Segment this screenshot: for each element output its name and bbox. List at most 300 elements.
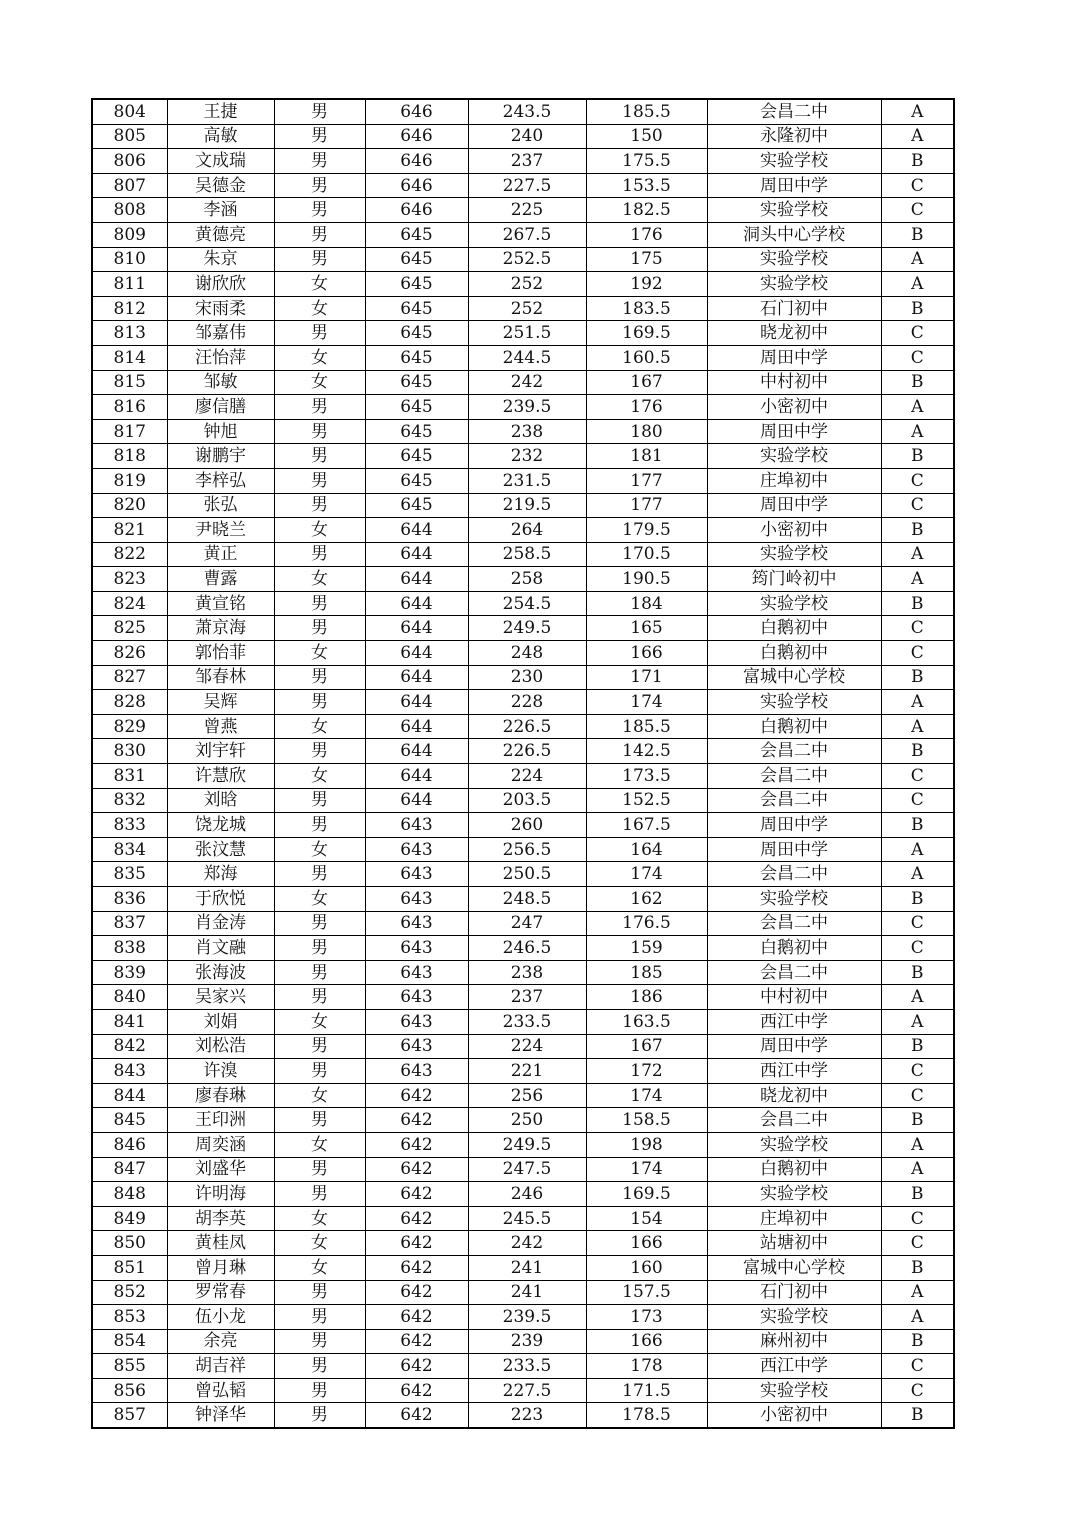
gender-cell: 男 <box>274 173 365 198</box>
school-cell: 西江中学 <box>707 1009 881 1034</box>
grade-cell: C <box>881 788 954 813</box>
score-a-cell: 226.5 <box>468 739 586 764</box>
school-cell: 周田中学 <box>707 345 881 370</box>
name-cell: 刘宇轩 <box>167 739 274 764</box>
gender-cell: 女 <box>274 641 365 666</box>
total-score-cell: 643 <box>365 911 468 936</box>
score-b-cell: 178.5 <box>586 1403 707 1428</box>
score-b-cell: 186 <box>586 985 707 1010</box>
school-cell: 周田中学 <box>707 173 881 198</box>
total-score-cell: 642 <box>365 1132 468 1157</box>
gender-cell: 男 <box>274 1280 365 1305</box>
grade-cell: C <box>881 641 954 666</box>
score-a-cell: 258.5 <box>468 542 586 567</box>
total-score-cell: 646 <box>365 149 468 174</box>
total-score-cell: 645 <box>365 370 468 395</box>
total-score-cell: 643 <box>365 813 468 838</box>
total-score-cell: 644 <box>365 542 468 567</box>
total-score-cell: 642 <box>365 1231 468 1256</box>
score-a-cell: 267.5 <box>468 222 586 247</box>
table-row <box>92 911 954 936</box>
rank-cell: 835 <box>92 862 167 887</box>
total-score-cell: 645 <box>365 493 468 518</box>
school-cell: 会昌二中 <box>707 764 881 789</box>
rank-cell: 844 <box>92 1083 167 1108</box>
score-b-cell: 179.5 <box>586 518 707 543</box>
table-row <box>92 99 954 124</box>
grade-cell: C <box>881 936 954 961</box>
table-row <box>92 985 954 1010</box>
score-a-cell: 224 <box>468 1034 586 1059</box>
score-a-cell: 232 <box>468 444 586 469</box>
total-score-cell: 644 <box>365 690 468 715</box>
grade-cell: C <box>881 1354 954 1379</box>
gender-cell: 女 <box>274 714 365 739</box>
table-row <box>92 296 954 321</box>
score-a-cell: 264 <box>468 518 586 543</box>
gender-cell: 男 <box>274 222 365 247</box>
grade-cell: C <box>881 173 954 198</box>
score-a-cell: 260 <box>468 813 586 838</box>
table-row <box>92 542 954 567</box>
score-b-cell: 153.5 <box>586 173 707 198</box>
rank-cell: 855 <box>92 1354 167 1379</box>
table-row <box>92 321 954 346</box>
table-row <box>92 690 954 715</box>
name-cell: 钟泽华 <box>167 1403 274 1428</box>
table-row <box>92 468 954 493</box>
gender-cell: 男 <box>274 493 365 518</box>
rank-cell: 821 <box>92 518 167 543</box>
total-score-cell: 644 <box>365 518 468 543</box>
total-score-cell: 643 <box>365 887 468 912</box>
school-cell: 站塘初中 <box>707 1231 881 1256</box>
grade-cell: B <box>881 296 954 321</box>
school-cell: 小密初中 <box>707 1403 881 1428</box>
total-score-cell: 645 <box>365 321 468 346</box>
school-cell: 会昌二中 <box>707 862 881 887</box>
score-a-cell: 228 <box>468 690 586 715</box>
gender-cell: 男 <box>274 690 365 715</box>
score-b-cell: 185.5 <box>586 99 707 124</box>
gender-cell: 男 <box>274 936 365 961</box>
rank-cell: 813 <box>92 321 167 346</box>
rank-cell: 829 <box>92 714 167 739</box>
total-score-cell: 644 <box>365 616 468 641</box>
total-score-cell: 644 <box>365 714 468 739</box>
name-cell: 谢欣欣 <box>167 272 274 297</box>
score-b-cell: 185.5 <box>586 714 707 739</box>
score-table <box>91 98 955 1429</box>
total-score-cell: 642 <box>365 1403 468 1428</box>
rank-cell: 857 <box>92 1403 167 1428</box>
rank-cell: 814 <box>92 345 167 370</box>
school-cell: 周田中学 <box>707 813 881 838</box>
gender-cell: 男 <box>274 739 365 764</box>
score-b-cell: 177 <box>586 468 707 493</box>
name-cell: 许慧欣 <box>167 764 274 789</box>
score-b-cell: 198 <box>586 1132 707 1157</box>
score-a-cell: 254.5 <box>468 591 586 616</box>
score-a-cell: 251.5 <box>468 321 586 346</box>
total-score-cell: 642 <box>365 1354 468 1379</box>
school-cell: 实验学校 <box>707 444 881 469</box>
score-b-cell: 150 <box>586 124 707 149</box>
grade-cell: C <box>881 1378 954 1403</box>
score-a-cell: 246.5 <box>468 936 586 961</box>
school-cell: 会昌二中 <box>707 911 881 936</box>
school-cell: 会昌二中 <box>707 960 881 985</box>
school-cell: 洞头中心学校 <box>707 222 881 247</box>
gender-cell: 男 <box>274 911 365 936</box>
score-b-cell: 185 <box>586 960 707 985</box>
name-cell: 胡李英 <box>167 1206 274 1231</box>
school-cell: 实验学校 <box>707 542 881 567</box>
total-score-cell: 645 <box>365 444 468 469</box>
score-a-cell: 242 <box>468 1231 586 1256</box>
table-row <box>92 198 954 223</box>
grade-cell: C <box>881 1059 954 1084</box>
name-cell: 王印洲 <box>167 1108 274 1133</box>
school-cell: 实验学校 <box>707 1132 881 1157</box>
name-cell: 廖春琳 <box>167 1083 274 1108</box>
score-a-cell: 247.5 <box>468 1157 586 1182</box>
score-a-cell: 226.5 <box>468 714 586 739</box>
grade-cell: A <box>881 99 954 124</box>
school-cell: 白鹅初中 <box>707 936 881 961</box>
school-cell: 实验学校 <box>707 1378 881 1403</box>
grade-cell: B <box>881 1403 954 1428</box>
grade-cell: C <box>881 616 954 641</box>
score-b-cell: 174 <box>586 862 707 887</box>
total-score-cell: 642 <box>365 1206 468 1231</box>
gender-cell: 男 <box>274 1182 365 1207</box>
total-score-cell: 645 <box>365 468 468 493</box>
grade-cell: B <box>881 1329 954 1354</box>
table-row <box>92 862 954 887</box>
score-b-cell: 192 <box>586 272 707 297</box>
table-row <box>92 1305 954 1330</box>
name-cell: 吴辉 <box>167 690 274 715</box>
gender-cell: 男 <box>274 591 365 616</box>
grade-cell: A <box>881 862 954 887</box>
grade-cell: C <box>881 1083 954 1108</box>
grade-cell: A <box>881 542 954 567</box>
score-b-cell: 184 <box>586 591 707 616</box>
rank-cell: 838 <box>92 936 167 961</box>
table-row <box>92 1255 954 1280</box>
grade-cell: B <box>881 149 954 174</box>
name-cell: 黄桂凤 <box>167 1231 274 1256</box>
score-b-cell: 167.5 <box>586 813 707 838</box>
table-row <box>92 1329 954 1354</box>
score-b-cell: 157.5 <box>586 1280 707 1305</box>
gender-cell: 男 <box>274 788 365 813</box>
gender-cell: 男 <box>274 1034 365 1059</box>
total-score-cell: 642 <box>365 1182 468 1207</box>
school-cell: 白鹅初中 <box>707 641 881 666</box>
table-row <box>92 591 954 616</box>
gender-cell: 男 <box>274 1305 365 1330</box>
gender-cell: 男 <box>274 1378 365 1403</box>
grade-cell: A <box>881 124 954 149</box>
grade-cell: B <box>881 960 954 985</box>
table-row <box>92 788 954 813</box>
score-b-cell: 170.5 <box>586 542 707 567</box>
gender-cell: 男 <box>274 1403 365 1428</box>
grade-cell: B <box>881 665 954 690</box>
gender-cell: 男 <box>274 1059 365 1084</box>
name-cell: 曹露 <box>167 567 274 592</box>
name-cell: 汪怡萍 <box>167 345 274 370</box>
table-row <box>92 936 954 961</box>
rank-cell: 836 <box>92 887 167 912</box>
name-cell: 曾月琳 <box>167 1255 274 1280</box>
table-row <box>92 1157 954 1182</box>
score-a-cell: 238 <box>468 960 586 985</box>
school-cell: 白鹅初中 <box>707 616 881 641</box>
rank-cell: 841 <box>92 1009 167 1034</box>
score-a-cell: 248 <box>468 641 586 666</box>
score-a-cell: 223 <box>468 1403 586 1428</box>
gender-cell: 男 <box>274 468 365 493</box>
school-cell: 周田中学 <box>707 493 881 518</box>
total-score-cell: 642 <box>365 1108 468 1133</box>
rank-cell: 825 <box>92 616 167 641</box>
grade-cell: B <box>881 1255 954 1280</box>
gender-cell: 女 <box>274 272 365 297</box>
name-cell: 余亮 <box>167 1329 274 1354</box>
gender-cell: 男 <box>274 1157 365 1182</box>
grade-cell: B <box>881 444 954 469</box>
score-b-cell: 166 <box>586 1231 707 1256</box>
rank-cell: 815 <box>92 370 167 395</box>
grade-cell: A <box>881 247 954 272</box>
score-a-cell: 246 <box>468 1182 586 1207</box>
name-cell: 刘松浩 <box>167 1034 274 1059</box>
score-b-cell: 163.5 <box>586 1009 707 1034</box>
total-score-cell: 645 <box>365 247 468 272</box>
gender-cell: 女 <box>274 887 365 912</box>
name-cell: 李梓弘 <box>167 468 274 493</box>
grade-cell: C <box>881 911 954 936</box>
gender-cell: 女 <box>274 1231 365 1256</box>
gender-cell: 男 <box>274 99 365 124</box>
name-cell: 许溴 <box>167 1059 274 1084</box>
total-score-cell: 645 <box>365 345 468 370</box>
school-cell: 晓龙初中 <box>707 321 881 346</box>
rank-cell: 848 <box>92 1182 167 1207</box>
name-cell: 王捷 <box>167 99 274 124</box>
table-row <box>92 149 954 174</box>
score-b-cell: 174 <box>586 1083 707 1108</box>
score-a-cell: 252 <box>468 296 586 321</box>
table-row <box>92 1182 954 1207</box>
score-a-cell: 252 <box>468 272 586 297</box>
score-a-cell: 249.5 <box>468 1132 586 1157</box>
school-cell: 庄埠初中 <box>707 468 881 493</box>
gender-cell: 女 <box>274 1009 365 1034</box>
score-b-cell: 173.5 <box>586 764 707 789</box>
rank-cell: 824 <box>92 591 167 616</box>
name-cell: 罗常春 <box>167 1280 274 1305</box>
rank-cell: 849 <box>92 1206 167 1231</box>
gender-cell: 女 <box>274 1206 365 1231</box>
rank-cell: 856 <box>92 1378 167 1403</box>
name-cell: 朱京 <box>167 247 274 272</box>
score-b-cell: 166 <box>586 641 707 666</box>
name-cell: 刘盛华 <box>167 1157 274 1182</box>
school-cell: 麻州初中 <box>707 1329 881 1354</box>
grade-cell: B <box>881 1034 954 1059</box>
grade-cell: B <box>881 1182 954 1207</box>
score-a-cell: 227.5 <box>468 1378 586 1403</box>
school-cell: 会昌二中 <box>707 739 881 764</box>
total-score-cell: 646 <box>365 173 468 198</box>
score-a-cell: 225 <box>468 198 586 223</box>
table-row <box>92 173 954 198</box>
rank-cell: 850 <box>92 1231 167 1256</box>
total-score-cell: 644 <box>365 764 468 789</box>
score-a-cell: 224 <box>468 764 586 789</box>
grade-cell: A <box>881 690 954 715</box>
score-a-cell: 233.5 <box>468 1354 586 1379</box>
school-cell: 晓龙初中 <box>707 1083 881 1108</box>
total-score-cell: 646 <box>365 124 468 149</box>
table-row <box>92 1009 954 1034</box>
score-b-cell: 171 <box>586 665 707 690</box>
grade-cell: A <box>881 1009 954 1034</box>
rank-cell: 816 <box>92 395 167 420</box>
rank-cell: 832 <box>92 788 167 813</box>
table-row <box>92 813 954 838</box>
name-cell: 饶龙城 <box>167 813 274 838</box>
score-b-cell: 169.5 <box>586 1182 707 1207</box>
rank-cell: 845 <box>92 1108 167 1133</box>
grade-cell: C <box>881 321 954 346</box>
table-row <box>92 247 954 272</box>
gender-cell: 女 <box>274 518 365 543</box>
rank-cell: 839 <box>92 960 167 985</box>
name-cell: 吴家兴 <box>167 985 274 1010</box>
rank-cell: 806 <box>92 149 167 174</box>
score-a-cell: 241 <box>468 1255 586 1280</box>
gender-cell: 男 <box>274 321 365 346</box>
total-score-cell: 645 <box>365 296 468 321</box>
score-a-cell: 230 <box>468 665 586 690</box>
table-row <box>92 1206 954 1231</box>
rank-cell: 830 <box>92 739 167 764</box>
gender-cell: 男 <box>274 247 365 272</box>
score-b-cell: 175.5 <box>586 149 707 174</box>
school-cell: 永隆初中 <box>707 124 881 149</box>
school-cell: 会昌二中 <box>707 788 881 813</box>
rank-cell: 827 <box>92 665 167 690</box>
total-score-cell: 645 <box>365 222 468 247</box>
table-row <box>92 739 954 764</box>
gender-cell: 男 <box>274 813 365 838</box>
total-score-cell: 642 <box>365 1378 468 1403</box>
table-row <box>92 222 954 247</box>
rank-cell: 828 <box>92 690 167 715</box>
name-cell: 曾燕 <box>167 714 274 739</box>
score-a-cell: 252.5 <box>468 247 586 272</box>
table-row <box>92 641 954 666</box>
score-a-cell: 239.5 <box>468 1305 586 1330</box>
table-row <box>92 1108 954 1133</box>
score-a-cell: 256.5 <box>468 837 586 862</box>
score-a-cell: 256 <box>468 1083 586 1108</box>
rank-cell: 834 <box>92 837 167 862</box>
total-score-cell: 642 <box>365 1083 468 1108</box>
score-a-cell: 239 <box>468 1329 586 1354</box>
name-cell: 黄德亮 <box>167 222 274 247</box>
gender-cell: 男 <box>274 985 365 1010</box>
name-cell: 于欣悦 <box>167 887 274 912</box>
school-cell: 富城中心学校 <box>707 665 881 690</box>
school-cell: 实验学校 <box>707 1182 881 1207</box>
score-b-cell: 183.5 <box>586 296 707 321</box>
school-cell: 实验学校 <box>707 887 881 912</box>
grade-cell: A <box>881 395 954 420</box>
name-cell: 周奕涵 <box>167 1132 274 1157</box>
table-row <box>92 1280 954 1305</box>
rank-cell: 833 <box>92 813 167 838</box>
name-cell: 刘娟 <box>167 1009 274 1034</box>
school-cell: 小密初中 <box>707 518 881 543</box>
grade-cell: C <box>881 468 954 493</box>
score-table-body <box>92 99 954 1428</box>
grade-cell: A <box>881 1132 954 1157</box>
score-b-cell: 182.5 <box>586 198 707 223</box>
score-a-cell: 249.5 <box>468 616 586 641</box>
score-b-cell: 176 <box>586 395 707 420</box>
score-a-cell: 244.5 <box>468 345 586 370</box>
grade-cell: A <box>881 567 954 592</box>
gender-cell: 男 <box>274 665 365 690</box>
gender-cell: 女 <box>274 1132 365 1157</box>
score-a-cell: 238 <box>468 419 586 444</box>
score-b-cell: 174 <box>586 690 707 715</box>
table-row <box>92 1059 954 1084</box>
score-b-cell: 173 <box>586 1305 707 1330</box>
total-score-cell: 643 <box>365 985 468 1010</box>
total-score-cell: 644 <box>365 641 468 666</box>
table-row <box>92 665 954 690</box>
score-b-cell: 152.5 <box>586 788 707 813</box>
score-a-cell: 258 <box>468 567 586 592</box>
rank-cell: 804 <box>92 99 167 124</box>
grade-cell: A <box>881 837 954 862</box>
score-a-cell: 240 <box>468 124 586 149</box>
name-cell: 李涵 <box>167 198 274 223</box>
score-b-cell: 176.5 <box>586 911 707 936</box>
score-b-cell: 167 <box>586 1034 707 1059</box>
score-b-cell: 169.5 <box>586 321 707 346</box>
grade-cell: A <box>881 272 954 297</box>
rank-cell: 823 <box>92 567 167 592</box>
total-score-cell: 644 <box>365 739 468 764</box>
gender-cell: 男 <box>274 1354 365 1379</box>
table-row <box>92 616 954 641</box>
grade-cell: C <box>881 493 954 518</box>
score-b-cell: 176 <box>586 222 707 247</box>
total-score-cell: 644 <box>365 591 468 616</box>
rank-cell: 853 <box>92 1305 167 1330</box>
gender-cell: 男 <box>274 198 365 223</box>
school-cell: 筠门岭初中 <box>707 567 881 592</box>
school-cell: 中村初中 <box>707 985 881 1010</box>
